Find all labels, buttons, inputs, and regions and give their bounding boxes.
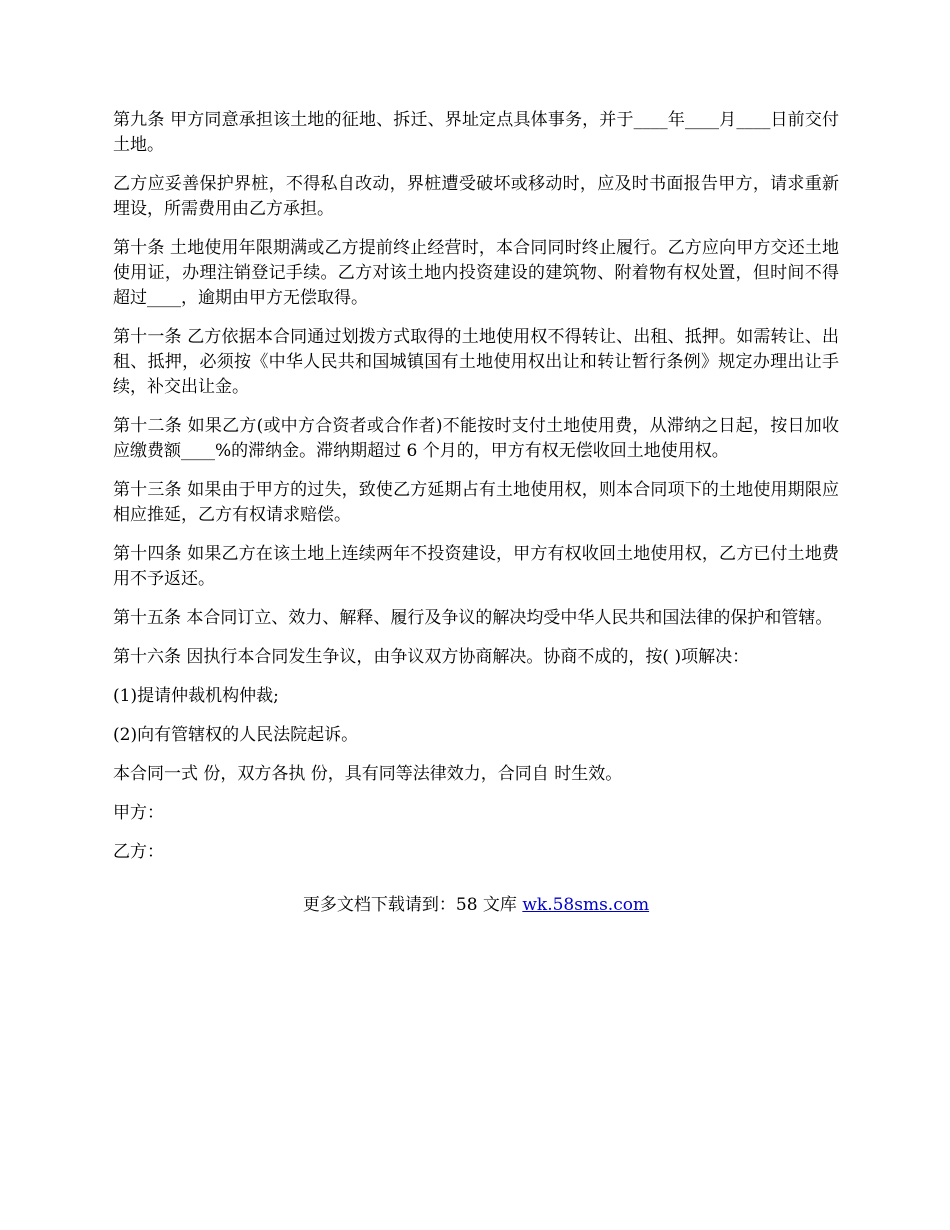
copies-clause: 本合同一式 份，双方各执 份，具有同等法律效力，合同自 时生效。 (113, 764, 623, 784)
article-16: 第十六条 因执行本合同发生争议，由争议双方协商解决。协商不成的，按( )项解决： (113, 647, 750, 667)
article-13: 第十三条 如果由于甲方的过失，致使乙方延期占有土地使用权，则本合同项下的土地使用期限应相应推延，乙方有权请求赔偿。 (113, 480, 839, 525)
footer-link[interactable]: wk.58sms.com (522, 895, 650, 915)
party-a-signature-line: 甲方： (113, 803, 164, 823)
article-11: 第十一条 乙方依据本合同通过划拨方式取得的土地使用权不得转让、出租、抵押。如需转让、出租、抵押，必须按《中华人民共和国城镇国有土地使用权出让和转让暂行条例》规定办理出让手续，补交出让金。 (113, 327, 839, 397)
party-b-signature-line: 乙方： (113, 842, 164, 862)
article-12: 第十二条 如果乙方(或中方合资者或合作者)不能按时支付土地使用费，从滞纳之日起，按日加收应缴费额____%的滞纳金。滞纳期超过 6 个月的，甲方有权无偿收回土地使用权。 (113, 416, 839, 461)
document-body (113, 108, 839, 879)
article-15: 第十五条 本合同订立、效力、解释、履行及争议的解决均受中华人民共和国法律的保护和管辖。 (113, 608, 833, 628)
article-9: 第九条 甲方同意承担该土地的征地、拆迁、界址定点具体事务，并于____年____月____日前交付土地。 (113, 110, 839, 155)
option-court: (2)向有管辖权的人民法院起诉。 (113, 725, 359, 745)
article-10: 第十条 土地使用年限期满或乙方提前终止经营时，本合同同时终止履行。乙方应向甲方交还土地使用证，办理注销登记手续。乙方对该土地内投资建设的建筑物、附着物有权处置，但时间不得超过____，逾期由甲方无偿取得。 (113, 238, 839, 308)
footer-text: 更多文档下载请到：58 文库 (302, 895, 523, 915)
footer (113, 893, 839, 918)
article-9-boundary-markers: 乙方应妥善保护界桩，不得私自改动，界桩遭受破坏或移动时，应及时书面报告甲方，请求重新埋设，所需费用由乙方承担。 (113, 174, 839, 219)
article-14: 第十四条 如果乙方在该土地上连续两年不投资建设，甲方有权收回土地使用权，乙方已付土地费用不予返还。 (113, 544, 839, 589)
option-arbitration: (1)提请仲裁机构仲裁; (113, 686, 279, 706)
